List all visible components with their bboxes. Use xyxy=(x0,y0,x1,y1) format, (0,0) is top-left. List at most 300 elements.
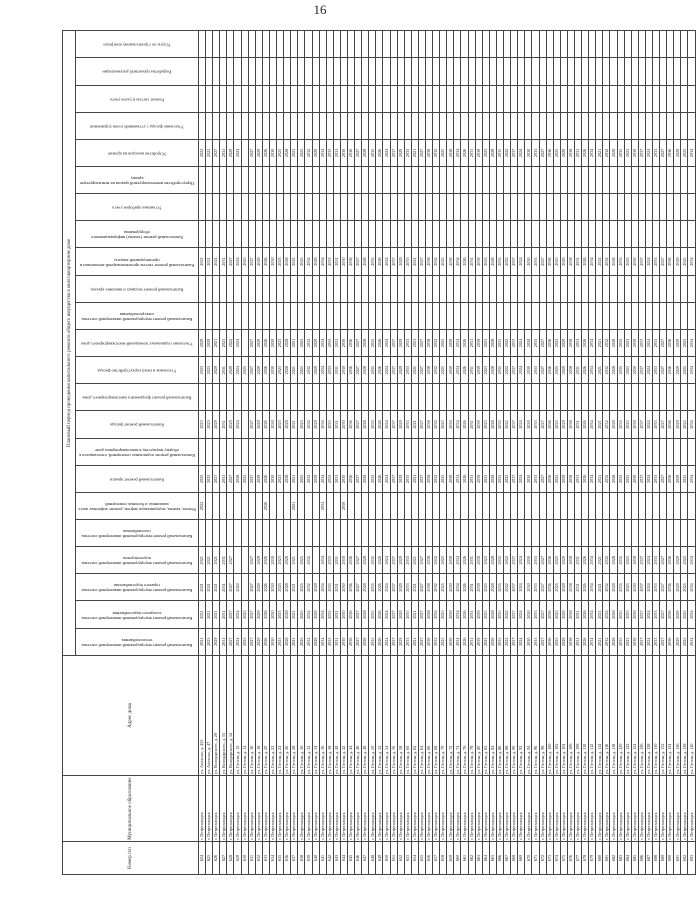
row-year-cell xyxy=(333,520,340,547)
row-year-cell: 2037 xyxy=(638,547,645,574)
row-year-cell xyxy=(674,520,681,547)
row-year-cell: 2035 xyxy=(369,357,376,384)
row-year-cell: 2024 xyxy=(234,329,241,356)
row-year-cell xyxy=(447,438,454,465)
row-year-cell: 2023 xyxy=(482,357,489,384)
row-year-cell: 2021 xyxy=(206,248,213,275)
row-year-cell xyxy=(234,85,241,112)
row-year-cell xyxy=(255,194,262,221)
row-year-cell: 2025 xyxy=(298,628,305,655)
row-year-cell: 2029 xyxy=(674,547,681,574)
row-year-cell: 2037 xyxy=(390,139,397,166)
row-year-cell: 2036 xyxy=(347,547,354,574)
row-year-cell xyxy=(319,85,326,112)
row-year-cell xyxy=(411,275,418,302)
row-year-cell xyxy=(532,492,539,519)
row-year-cell xyxy=(603,302,610,329)
row-year-cell xyxy=(376,194,383,221)
row-year-cell: 2032 xyxy=(603,248,610,275)
row-year-cell xyxy=(674,112,681,139)
row-year-cell xyxy=(227,221,234,248)
row-year-cell xyxy=(383,112,390,139)
row-year-cell: 2025 xyxy=(298,411,305,438)
row-year-cell: 2033 xyxy=(326,601,333,628)
table-row xyxy=(248,31,255,875)
row-year-cell xyxy=(525,194,532,221)
row-year-cell: 2032 xyxy=(305,628,312,655)
row-mun: г. Петрозаводск xyxy=(482,776,489,842)
row-year-cell xyxy=(284,275,291,302)
row-addr: ул. Гоголя, д. 96 xyxy=(532,655,539,775)
row-year-cell xyxy=(241,167,248,194)
row-year-cell: 2024 xyxy=(234,628,241,655)
row-year-cell xyxy=(681,85,688,112)
row-year-cell xyxy=(638,492,645,519)
row-mun: г. Петрозаводск xyxy=(340,776,347,842)
row-year-cell xyxy=(525,275,532,302)
row-year-cell: 2027 xyxy=(418,329,425,356)
row-year-cell: 2026 xyxy=(262,547,269,574)
row-year-cell: 2028 xyxy=(284,628,291,655)
row-year-cell: 2033 xyxy=(532,628,539,655)
row-year-cell xyxy=(333,221,340,248)
row-year-cell: 2029 xyxy=(255,329,262,356)
row-addr: ул. Гоголя, д. 136 xyxy=(674,655,681,775)
row-year-cell xyxy=(574,302,581,329)
row-year-cell xyxy=(347,492,354,519)
row-year-cell xyxy=(645,194,652,221)
row-year-cell: 2032 xyxy=(433,411,440,438)
row-year-cell xyxy=(589,384,596,411)
row-mun: г. Петрозаводск xyxy=(411,776,418,842)
table-row xyxy=(546,31,553,875)
row-year-cell xyxy=(440,520,447,547)
row-addr: ул. Гоголя, д. 14 xyxy=(241,655,248,775)
row-year-cell: 2028 xyxy=(489,248,496,275)
row-mun: г. Петрозаводск xyxy=(645,776,652,842)
row-year-cell xyxy=(504,31,511,58)
row-year-cell xyxy=(298,275,305,302)
row-year-cell xyxy=(347,438,354,465)
row-year-cell: 2037 xyxy=(638,139,645,166)
row-year-cell xyxy=(206,302,213,329)
row-year-cell xyxy=(638,58,645,85)
row-year-cell: 2033 xyxy=(532,411,539,438)
row-year-cell xyxy=(383,520,390,547)
row-year-cell xyxy=(546,438,553,465)
row-year-cell xyxy=(504,58,511,85)
row-mun: г. Петрозаводск xyxy=(610,776,617,842)
row-year-cell: 2024 xyxy=(234,601,241,628)
row-year-cell xyxy=(234,221,241,248)
row-year-cell xyxy=(596,520,603,547)
row-year-cell: 2034 xyxy=(589,465,596,492)
row-year-cell xyxy=(603,520,610,547)
row-year-cell: 2037 xyxy=(511,139,518,166)
table-row xyxy=(298,31,305,875)
rotated-sheet xyxy=(62,30,694,875)
row-year-cell xyxy=(291,31,298,58)
row-year-cell: 2023 xyxy=(206,411,213,438)
header-col xyxy=(76,520,199,547)
row-year-cell: 2030 xyxy=(525,601,532,628)
row-year-cell xyxy=(653,167,660,194)
header-col xyxy=(76,85,199,112)
row-year-cell xyxy=(468,275,475,302)
row-year-cell: 2029 xyxy=(560,139,567,166)
row-year-cell xyxy=(433,167,440,194)
row-year-cell xyxy=(326,221,333,248)
row-year-cell xyxy=(305,112,312,139)
row-year-cell xyxy=(603,221,610,248)
row-year-cell xyxy=(355,302,362,329)
row-addr: ул. Гоголя, д. 60 xyxy=(404,655,411,775)
row-year-cell xyxy=(305,492,312,519)
row-year-cell xyxy=(255,438,262,465)
row-year-cell: 2032 xyxy=(603,601,610,628)
row-year-cell: 2029 xyxy=(255,411,262,438)
table-row xyxy=(504,31,511,875)
row-year-cell xyxy=(660,438,667,465)
header-col xyxy=(76,492,199,519)
row-year-cell: 2031 xyxy=(333,628,340,655)
row-year-cell xyxy=(376,438,383,465)
row-year-cell xyxy=(326,492,333,519)
row-year-cell: 2030 xyxy=(631,329,638,356)
row-year-cell xyxy=(674,85,681,112)
row-year-cell xyxy=(404,275,411,302)
row-addr: ул. Гоголя, д. 38 xyxy=(326,655,333,775)
row-year-cell xyxy=(681,31,688,58)
row-year-cell: 2033 xyxy=(532,574,539,601)
row-year-cell xyxy=(383,221,390,248)
row-year-cell xyxy=(546,31,553,58)
row-year-cell xyxy=(312,302,319,329)
row-year-cell: 2025 xyxy=(681,547,688,574)
row-year-cell xyxy=(645,112,652,139)
row-year-cell: 2036 xyxy=(546,139,553,166)
header-col-label: Капитальный ремонт внутридомовой инженерной системы холодного водоснабжения xyxy=(81,610,193,621)
row-year-cell xyxy=(468,85,475,112)
row-year-cell xyxy=(248,31,255,58)
row-mun: г. Петрозаводск xyxy=(319,776,326,842)
row-year-cell xyxy=(362,58,369,85)
row-year-cell xyxy=(262,85,269,112)
row-year-cell: 2031 xyxy=(333,601,340,628)
row-year-cell: 2029 xyxy=(255,248,262,275)
row-addr: ул. Гоголя, д. 32 xyxy=(305,655,312,775)
row-addr: ул. Гоголя, д. 126 xyxy=(638,655,645,775)
row-year-cell xyxy=(461,275,468,302)
row-addr: ул. Володарского, д. 34 xyxy=(227,655,234,775)
row-year-cell xyxy=(582,194,589,221)
row-num: 659 xyxy=(447,842,454,875)
row-year-cell: 2025 xyxy=(553,465,560,492)
row-year-cell xyxy=(220,58,227,85)
row-year-cell xyxy=(546,221,553,248)
row-year-cell: 2021 xyxy=(291,601,298,628)
row-year-cell xyxy=(645,438,652,465)
row-year-cell: 2033 xyxy=(404,601,411,628)
row-num: 648 xyxy=(369,842,376,875)
row-year-cell: 2036 xyxy=(546,601,553,628)
row-year-cell xyxy=(440,438,447,465)
row-year-cell xyxy=(645,58,652,85)
row-year-cell: 2030 xyxy=(525,139,532,166)
row-year-cell xyxy=(383,302,390,329)
row-year-cell: 2027 xyxy=(355,357,362,384)
row-year-cell: 2037 xyxy=(390,628,397,655)
row-year-cell xyxy=(624,31,631,58)
row-year-cell xyxy=(631,492,638,519)
row-year-cell xyxy=(362,31,369,58)
row-num: 674 xyxy=(553,842,560,875)
row-year-cell: 2025 xyxy=(681,248,688,275)
row-year-cell: 2038 xyxy=(567,574,574,601)
row-year-cell xyxy=(319,438,326,465)
row-year-cell: 2038 xyxy=(426,248,433,275)
row-year-cell xyxy=(681,275,688,302)
row-year-cell xyxy=(539,85,546,112)
row-year-cell: 2022 xyxy=(206,139,213,166)
row-addr: ул. Гоголя, д. 110 xyxy=(582,655,589,775)
header-col-label: Капитальный ремонт внутридомовой инженерной системы электроснабжения xyxy=(81,311,193,322)
row-year-cell: 2034 xyxy=(454,329,461,356)
row-year-cell: 2034 xyxy=(589,574,596,601)
row-year-cell xyxy=(269,520,276,547)
row-year-cell: 2026 xyxy=(582,628,589,655)
row-year-cell: 2032 xyxy=(305,574,312,601)
row-year-cell xyxy=(248,520,255,547)
row-year-cell xyxy=(255,275,262,302)
row-addr: ул. Гоголя, д. 100 xyxy=(546,655,553,775)
row-year-cell xyxy=(213,520,220,547)
row-year-cell xyxy=(447,31,454,58)
row-year-cell xyxy=(426,275,433,302)
row-year-cell xyxy=(582,58,589,85)
row-mun: г. Петрозаводск xyxy=(461,776,468,842)
row-year-cell xyxy=(234,112,241,139)
row-year-cell: 2027 xyxy=(355,628,362,655)
row-year-cell xyxy=(539,221,546,248)
row-num: 667 xyxy=(504,842,511,875)
row-year-cell xyxy=(284,438,291,465)
row-year-cell xyxy=(255,221,262,248)
row-year-cell: 2030 xyxy=(525,329,532,356)
row-mun: г. Петрозаводск xyxy=(433,776,440,842)
row-year-cell: 2034 xyxy=(319,492,326,519)
row-addr: ул. Гоголя, д. 68 xyxy=(433,655,440,775)
row-year-cell xyxy=(433,221,440,248)
row-year-cell: 2025 xyxy=(298,465,305,492)
row-addr: ул. Гоголя, д. 124 xyxy=(631,655,638,775)
row-year-cell xyxy=(347,85,354,112)
row-year-cell xyxy=(206,85,213,112)
row-year-cell xyxy=(482,194,489,221)
row-num: 633 xyxy=(262,842,269,875)
row-addr: ул. Гоголя, д. 40 xyxy=(333,655,340,775)
row-year-cell xyxy=(234,275,241,302)
row-year-cell: 2027 xyxy=(539,628,546,655)
row-year-cell: 2029 xyxy=(674,574,681,601)
row-year-cell: 2025 xyxy=(553,547,560,574)
row-year-cell xyxy=(220,31,227,58)
row-year-cell: 2029 xyxy=(397,357,404,384)
row-mun: г. Петрозаводск xyxy=(291,776,298,842)
row-year-cell xyxy=(582,221,589,248)
row-year-cell: 2027 xyxy=(418,628,425,655)
row-year-cell: 2028 xyxy=(234,465,241,492)
row-year-cell xyxy=(553,31,560,58)
row-year-cell xyxy=(496,275,503,302)
row-year-cell: 2030 xyxy=(340,411,347,438)
row-year-cell xyxy=(234,167,241,194)
row-year-cell: 2030 xyxy=(269,248,276,275)
row-year-cell xyxy=(454,112,461,139)
row-year-cell xyxy=(319,302,326,329)
row-num: 624 xyxy=(199,842,206,875)
row-year-cell xyxy=(631,58,638,85)
row-year-cell: 2023 xyxy=(199,357,206,384)
row-year-cell xyxy=(277,167,284,194)
row-year-cell xyxy=(269,85,276,112)
row-year-cell xyxy=(518,275,525,302)
row-year-cell: 2037 xyxy=(638,357,645,384)
row-year-cell xyxy=(582,167,589,194)
row-year-cell xyxy=(638,438,645,465)
row-year-cell xyxy=(574,492,581,519)
row-year-cell xyxy=(305,194,312,221)
row-year-cell: 2037 xyxy=(511,357,518,384)
row-year-cell xyxy=(241,194,248,221)
row-year-cell: 2026 xyxy=(262,492,269,519)
row-year-cell: 2030 xyxy=(447,248,454,275)
row-year-cell: 2032 xyxy=(433,248,440,275)
row-addr: ул. Гоголя, д. 82 xyxy=(482,655,489,775)
row-year-cell: 2026 xyxy=(582,329,589,356)
row-year-cell xyxy=(539,31,546,58)
row-year-cell xyxy=(674,194,681,221)
row-year-cell xyxy=(362,384,369,411)
row-year-cell xyxy=(567,520,574,547)
row-year-cell xyxy=(454,384,461,411)
row-year-cell: 2026 xyxy=(262,248,269,275)
row-year-cell xyxy=(355,194,362,221)
row-year-cell: 2032 xyxy=(603,357,610,384)
row-year-cell xyxy=(653,112,660,139)
row-year-cell xyxy=(369,302,376,329)
row-year-cell: 2038 xyxy=(567,139,574,166)
row-year-cell: 2039 xyxy=(475,574,482,601)
row-year-cell: 2023 xyxy=(199,411,206,438)
row-num: 665 xyxy=(489,842,496,875)
row-year-cell: 2035 xyxy=(369,601,376,628)
row-year-cell: 2027 xyxy=(539,139,546,166)
row-year-cell xyxy=(347,194,354,221)
row-num: 681 xyxy=(603,842,610,875)
row-year-cell: 2037 xyxy=(638,601,645,628)
row-year-cell xyxy=(525,112,532,139)
row-year-cell xyxy=(362,520,369,547)
row-year-cell: 2032 xyxy=(433,574,440,601)
row-year-cell: 2026 xyxy=(376,248,383,275)
row-year-cell xyxy=(532,85,539,112)
row-year-cell: 2022 xyxy=(504,139,511,166)
row-year-cell xyxy=(319,275,326,302)
row-year-cell xyxy=(234,302,241,329)
row-year-cell xyxy=(454,221,461,248)
table-row xyxy=(333,31,340,875)
row-year-cell xyxy=(624,275,631,302)
row-year-cell: 2023 xyxy=(482,574,489,601)
row-year-cell: 2030 xyxy=(447,139,454,166)
row-year-cell xyxy=(426,85,433,112)
row-year-cell: 2034 xyxy=(688,628,695,655)
row-year-cell: 2038 xyxy=(567,465,574,492)
row-year-cell xyxy=(411,221,418,248)
row-addr: ул. Гоголя, д. 56 xyxy=(390,655,397,775)
row-year-cell xyxy=(269,302,276,329)
row-year-cell xyxy=(390,384,397,411)
row-year-cell xyxy=(546,112,553,139)
row-year-cell: 2025 xyxy=(440,465,447,492)
row-year-cell xyxy=(603,194,610,221)
row-year-cell xyxy=(447,167,454,194)
row-year-cell xyxy=(454,85,461,112)
row-year-cell: 2033 xyxy=(326,329,333,356)
row-year-cell xyxy=(574,438,581,465)
row-year-cell xyxy=(688,112,695,139)
row-year-cell: 2027 xyxy=(227,547,234,574)
row-year-cell: 2032 xyxy=(305,357,312,384)
row-year-cell: 2021 xyxy=(291,465,298,492)
row-year-cell xyxy=(269,112,276,139)
row-year-cell: 2027 xyxy=(418,465,425,492)
row-year-cell: 2035 xyxy=(496,628,503,655)
row-year-cell xyxy=(291,58,298,85)
row-year-cell: 2026 xyxy=(376,411,383,438)
row-year-cell xyxy=(653,85,660,112)
row-year-cell xyxy=(362,438,369,465)
row-year-cell xyxy=(518,194,525,221)
row-year-cell xyxy=(518,492,525,519)
row-year-cell: 2031 xyxy=(333,139,340,166)
row-year-cell xyxy=(255,492,262,519)
header-col-label: Ремонт, замена, модернизация лифтов, ремонт лифтовых шахт, машинных и блочных помещений xyxy=(78,501,196,512)
table-row xyxy=(518,31,525,875)
row-mun: г. Петрозаводск xyxy=(404,776,411,842)
row-year-cell xyxy=(539,520,546,547)
row-year-cell: 2033 xyxy=(653,329,660,356)
row-year-cell: 2027 xyxy=(418,411,425,438)
row-mun: г. Петрозаводск xyxy=(355,776,362,842)
row-year-cell: 2027 xyxy=(418,357,425,384)
row-year-cell: 2022 xyxy=(504,628,511,655)
row-year-cell: 2032 xyxy=(433,628,440,655)
row-year-cell: 2023 xyxy=(220,329,227,356)
row-year-cell: 2028 xyxy=(362,248,369,275)
row-num: 664 xyxy=(482,842,489,875)
row-year-cell: 2034 xyxy=(319,248,326,275)
row-year-cell: 2025 xyxy=(440,357,447,384)
row-mun: г. Петрозаводск xyxy=(496,776,503,842)
row-year-cell: 2029 xyxy=(560,547,567,574)
row-year-cell: 2033 xyxy=(326,411,333,438)
header-col-label: Ремонт систем и узлов учета xyxy=(110,97,164,103)
row-year-cell xyxy=(199,221,206,248)
row-year-cell: 2035 xyxy=(496,329,503,356)
row-year-cell xyxy=(688,31,695,58)
